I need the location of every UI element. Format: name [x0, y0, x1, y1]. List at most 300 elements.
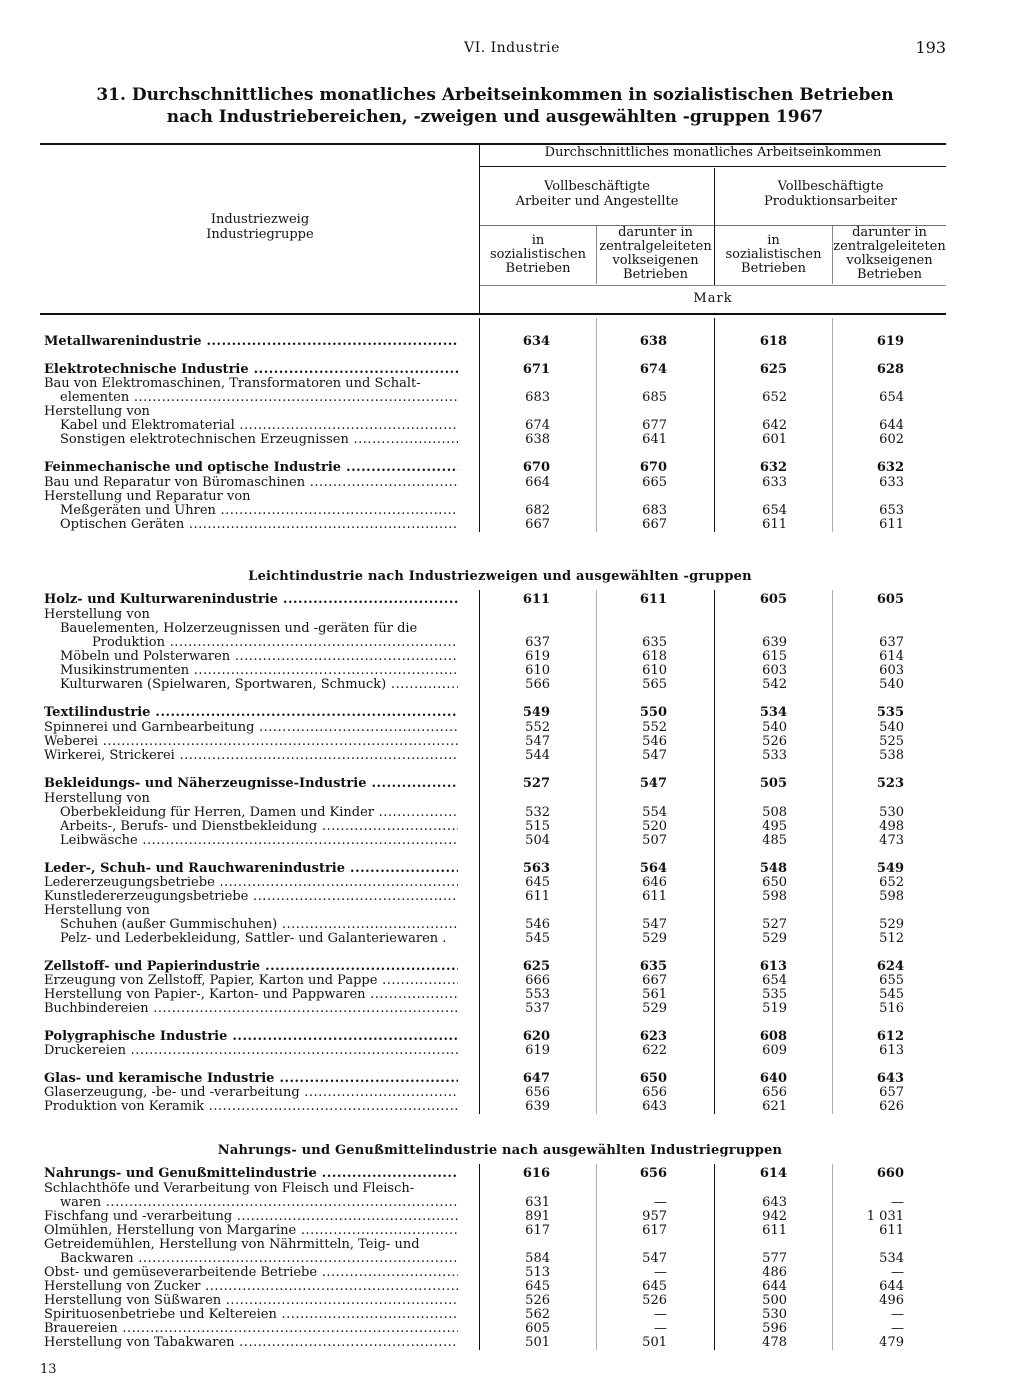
cell-value-col3: 527 [762, 917, 787, 932]
cell-value-col3: 654 [762, 973, 787, 988]
cell-value-col2: 561 [642, 987, 667, 1002]
cell-value-col1: 504 [525, 833, 550, 848]
stub-head-2: Industriegruppe [206, 227, 314, 242]
cell-value-col1: 683 [525, 390, 550, 405]
cell-value-col4: — [891, 1321, 904, 1336]
cell-value-col1: 682 [525, 503, 550, 518]
cell-value-col1: 610 [525, 663, 550, 678]
cell-value-col1: 563 [522, 861, 550, 876]
cell-value-col2: 546 [642, 734, 667, 749]
row-label: Spinnerei und Garnbearbeitung ..... [44, 721, 458, 735]
cell-value-col1: 605 [525, 1321, 550, 1336]
table-row [0, 1030, 1024, 1044]
header-rule-above-unit [480, 285, 946, 286]
cell-value-col4: 538 [879, 748, 904, 763]
row-label: Fischfang und -verarbeitung ..... [44, 1210, 458, 1224]
cell-value-col2: 646 [642, 875, 667, 890]
cell-value-col2: 550 [639, 705, 667, 720]
cell-value-col1: 515 [525, 819, 550, 834]
table-row [0, 960, 1024, 974]
cell-value-col2: 617 [642, 1223, 667, 1238]
table-row [0, 1238, 1024, 1252]
cell-value-col1: 513 [525, 1265, 550, 1280]
table-row [0, 518, 1024, 532]
cell-value-col4: 479 [879, 1335, 904, 1350]
cell-value-col3: 601 [762, 432, 787, 447]
table-row [0, 904, 1024, 918]
cell-value-col3: 614 [759, 1166, 787, 1181]
table-row [0, 749, 1024, 763]
cell-value-col3: 529 [762, 931, 787, 946]
row-label: Spirituosenbetriebe und Keltereien ..... [44, 1308, 458, 1322]
row-label: Feinmechanische und optische Industrie ..... [44, 461, 458, 475]
cell-value-col2: 610 [642, 663, 667, 678]
cell-value-col1: 584 [525, 1251, 550, 1266]
header-bottom-rule [40, 313, 946, 315]
cell-value-col1: 670 [522, 460, 550, 475]
row-label: waren ..... [60, 1196, 458, 1210]
cell-value-col3: 644 [762, 1279, 787, 1294]
cell-value-col3: 654 [762, 503, 787, 518]
header-vline-stub [479, 143, 480, 313]
cell-value-col3: 643 [762, 1195, 787, 1210]
cell-value-col4: 611 [879, 517, 904, 532]
section-heading-light: Leichtindustrie nach Industriezweigen und ausgewählten -gruppen [248, 569, 752, 584]
cell-value-col2: 638 [639, 334, 667, 349]
table-row [0, 593, 1024, 607]
table-row [0, 1336, 1024, 1350]
cell-value-col4: 654 [879, 390, 904, 405]
row-label: elementen ..... [60, 391, 458, 405]
cell-value-col2: 677 [642, 418, 667, 433]
table-row [0, 706, 1024, 720]
row-label: Weberei ..... [44, 735, 458, 749]
cell-value-col4: — [891, 1307, 904, 1322]
cell-value-col4: 614 [879, 649, 904, 664]
row-label: Produktion von Keramik ..... [44, 1100, 458, 1114]
table-row [0, 862, 1024, 876]
cell-value-col2: — [654, 1321, 667, 1336]
cell-value-col4: 545 [879, 987, 904, 1002]
cell-value-col2: 685 [642, 390, 667, 405]
table-row [0, 363, 1024, 377]
cell-value-col2: 565 [642, 677, 667, 692]
cell-value-col3: 611 [762, 1223, 787, 1238]
cell-value-col1: 667 [525, 517, 550, 532]
cell-value-col4: 512 [879, 931, 904, 946]
cell-value-col4: 540 [879, 677, 904, 692]
table-row [0, 792, 1024, 806]
cell-value-col1: 619 [525, 649, 550, 664]
cell-value-col4: 628 [876, 362, 904, 377]
table-title-line1: 31. Durchschnittliches monatliches Arbeitseinkommen in sozialistischen Betrieben [96, 85, 894, 105]
cell-value-col4: 644 [879, 1279, 904, 1294]
cell-value-col4: 535 [876, 705, 904, 720]
cell-value-col4: 496 [879, 1293, 904, 1308]
row-label: Erzeugung von Zellstoff, Papier, Karton und Pappe ..... [44, 974, 458, 988]
table-row [0, 735, 1024, 749]
table-row [0, 806, 1024, 820]
table-row [0, 1266, 1024, 1280]
cell-value-col2: 641 [642, 432, 667, 447]
stub-head-1: Industriezweig [210, 212, 310, 227]
unit-label: Mark [693, 291, 733, 306]
table-row [0, 1167, 1024, 1181]
cell-value-col3: 603 [762, 663, 787, 678]
cell-value-col1: 645 [525, 875, 550, 890]
cell-value-col1: 647 [522, 1071, 550, 1086]
cell-value-col1: 549 [522, 705, 550, 720]
table-row [0, 678, 1024, 692]
row-label: Buchbindereien ..... [44, 1002, 458, 1016]
cell-value-col3: 495 [762, 819, 787, 834]
cell-value-col3: 530 [762, 1307, 787, 1322]
cell-value-col2: 643 [642, 1099, 667, 1114]
table-row [0, 834, 1024, 848]
cell-value-col1: 547 [525, 734, 550, 749]
table-row [0, 1322, 1024, 1336]
cell-value-col4: 632 [876, 460, 904, 475]
group2-head-2: Produktionsarbeiter [764, 194, 897, 209]
cell-value-col3: 639 [762, 635, 787, 650]
cell-value-col2: 683 [642, 503, 667, 518]
row-label: Bauelementen, Holzerzeugnissen und -geräten für die [60, 622, 418, 636]
cell-value-col1: 562 [525, 1307, 550, 1322]
cell-value-col2: — [654, 1195, 667, 1210]
cell-value-col4: 534 [879, 1251, 904, 1266]
row-label: Herstellung von Tabakwaren ..... [44, 1336, 458, 1350]
cell-value-col4: 657 [879, 1085, 904, 1100]
cell-value-col4: 655 [879, 973, 904, 988]
cell-value-col4: 525 [879, 734, 904, 749]
cell-value-col1: 552 [525, 720, 550, 735]
cell-value-col3: 485 [762, 833, 787, 848]
cell-value-col4: 602 [879, 432, 904, 447]
cell-value-col3: 652 [762, 390, 787, 405]
cell-value-col2: 547 [642, 917, 667, 932]
table-row [0, 721, 1024, 735]
cell-value-col4: 633 [879, 475, 904, 490]
cell-value-col3: 609 [762, 1043, 787, 1058]
cell-value-col4: 1 031 [866, 1209, 904, 1224]
row-label: Meßgeräten und Uhren ..... [60, 504, 458, 518]
cell-value-col1: 625 [522, 959, 550, 974]
cell-value-col3: 621 [762, 1099, 787, 1114]
cell-value-col2: 650 [639, 1071, 667, 1086]
cell-value-col2: 501 [642, 1335, 667, 1350]
cell-value-col3: 625 [759, 362, 787, 377]
section-heading-food: Nahrungs- und Genußmittelindustrie nach ausgewählten Industriegruppen [217, 1143, 783, 1158]
cell-value-col1: 639 [525, 1099, 550, 1114]
table-row [0, 461, 1024, 475]
row-label: Zellstoff- und Papierindustrie ..... [44, 960, 458, 974]
cell-value-col2: 564 [639, 861, 667, 876]
cell-value-col3: 478 [762, 1335, 787, 1350]
cell-value-col3: 656 [762, 1085, 787, 1100]
cell-value-col4: 549 [876, 861, 904, 876]
cell-value-col2: 526 [642, 1293, 667, 1308]
row-label: Optischen Geräten ..... [60, 518, 458, 532]
cell-value-col4: 540 [879, 720, 904, 735]
cell-value-col2: 957 [642, 1209, 667, 1224]
cell-value-col2: 507 [642, 833, 667, 848]
cell-value-col2: 554 [642, 805, 667, 820]
cell-value-col1: 637 [525, 635, 550, 650]
table-row [0, 890, 1024, 904]
table-row [0, 433, 1024, 447]
table-row [0, 1044, 1024, 1058]
row-label: Leder-, Schuh- und Rauchwarenindustrie ..... [44, 862, 458, 876]
row-label: Textilindustrie ..... [44, 706, 458, 720]
row-label: Arbeits-, Berufs- und Dienstbekleidung ..... [60, 820, 458, 834]
row-label: Produktion ..... [92, 636, 458, 650]
table-row [0, 391, 1024, 405]
row-label: Leibwäsche ..... [60, 834, 458, 848]
table-row [0, 419, 1024, 433]
table-row [0, 876, 1024, 890]
cell-value-col4: 619 [876, 334, 904, 349]
table-row [0, 636, 1024, 650]
table-row [0, 1210, 1024, 1224]
table-row [0, 1196, 1024, 1210]
cell-value-col1: 544 [525, 748, 550, 763]
row-label: Herstellung von [44, 405, 150, 419]
cell-value-col2: 547 [642, 1251, 667, 1266]
cell-value-col1: 617 [525, 1223, 550, 1238]
cell-value-col4: 598 [879, 889, 904, 904]
cell-value-col2: 529 [642, 931, 667, 946]
cell-value-col3: 526 [762, 734, 787, 749]
row-label: Sonstigen elektrotechnischen Erzeugnissen ..... [60, 433, 458, 447]
cell-value-col2: 656 [642, 1085, 667, 1100]
row-label: Herstellung und Reparatur von [44, 490, 251, 504]
cell-value-col2: 665 [642, 475, 667, 490]
cell-value-col4: 611 [879, 1223, 904, 1238]
cell-value-col3: 500 [762, 1293, 787, 1308]
cell-value-col2: — [654, 1307, 667, 1322]
row-label: Getreidemühlen, Herstellung von Nährmitteln, Teig- und [44, 1238, 420, 1252]
cell-value-col1: 638 [525, 432, 550, 447]
cell-value-col4: 624 [876, 959, 904, 974]
cell-value-col3: 548 [759, 861, 787, 876]
page-number: 193 [915, 38, 946, 57]
table-row [0, 1294, 1024, 1308]
cell-value-col2: 667 [642, 973, 667, 988]
cell-value-col4: 473 [879, 833, 904, 848]
table-row [0, 1072, 1024, 1086]
row-label: Oberbekleidung für Herren, Damen und Kinder ..... [60, 806, 458, 820]
table-row [0, 405, 1024, 419]
row-label: Ölmühlen, Herstellung von Margarine ..... [44, 1224, 458, 1238]
row-label: Druckereien ..... [44, 1044, 458, 1058]
table-row [0, 490, 1024, 504]
cell-value-col2: 674 [639, 362, 667, 377]
table-row [0, 335, 1024, 349]
row-label: Herstellung von [44, 608, 150, 622]
cell-value-col4: — [891, 1265, 904, 1280]
cell-value-col3: 650 [762, 875, 787, 890]
cell-value-col1: 619 [525, 1043, 550, 1058]
cell-value-col3: 598 [762, 889, 787, 904]
cell-value-col3: 615 [762, 649, 787, 664]
cell-value-col2: 656 [639, 1166, 667, 1181]
row-label: Kabel und Elektromaterial ..... [60, 419, 458, 433]
table-row [0, 1182, 1024, 1196]
row-label: Herstellung von Zucker ..... [44, 1280, 458, 1294]
row-label: Bau von Elektromaschinen, Transformatoren und Schalt- [44, 377, 421, 391]
cell-value-col4: 652 [879, 875, 904, 890]
cell-value-col3: 505 [759, 776, 787, 791]
cell-value-col3: 633 [762, 475, 787, 490]
cell-value-col4: 644 [879, 418, 904, 433]
cell-value-col2: 547 [639, 776, 667, 791]
table-row [0, 1002, 1024, 1016]
cell-value-col4: 612 [876, 1029, 904, 1044]
cell-value-col1: 664 [525, 475, 550, 490]
row-label: Pelz- und Lederbekleidung, Sattler- und Galanteriewaren . [60, 932, 447, 946]
cell-value-col1: 566 [525, 677, 550, 692]
cell-value-col3: 486 [762, 1265, 787, 1280]
cell-value-col2: 645 [642, 1279, 667, 1294]
cell-value-col3: 519 [762, 1001, 787, 1016]
row-label: Brauereien ..... [44, 1322, 458, 1336]
cell-value-col3: 533 [762, 748, 787, 763]
cell-value-col3: 613 [759, 959, 787, 974]
row-label: Herstellung von [44, 904, 150, 918]
cell-value-col2: 623 [639, 1029, 667, 1044]
row-label: Herstellung von Süßwaren ..... [44, 1294, 458, 1308]
cell-value-col1: 532 [525, 805, 550, 820]
table-row [0, 504, 1024, 518]
cell-value-col2: 635 [639, 959, 667, 974]
row-label: Herstellung von [44, 792, 150, 806]
cell-value-col3: 632 [759, 460, 787, 475]
cell-value-col3: 596 [762, 1321, 787, 1336]
cell-value-col4: 643 [876, 1071, 904, 1086]
cell-value-col4: 653 [879, 503, 904, 518]
table-row [0, 1100, 1024, 1114]
cell-value-col3: 508 [762, 805, 787, 820]
cell-value-col2: 611 [642, 889, 667, 904]
cell-value-col1: 620 [522, 1029, 550, 1044]
table-row [0, 1086, 1024, 1100]
cell-value-col3: 640 [759, 1071, 787, 1086]
row-label: Elektrotechnische Industrie ..... [44, 363, 458, 377]
cell-value-col1: 527 [522, 776, 550, 791]
row-label: Nahrungs- und Genußmittelindustrie ..... [44, 1167, 458, 1181]
row-label: Bekleidungs- und Näherzeugnisse-Industrie ..... [44, 777, 458, 791]
row-label: Herstellung von Papier-, Karton- und Pappwaren ..... [44, 988, 458, 1002]
table-title-line2: nach Industriebereichen, -zweigen und ausgewählten -gruppen 1967 [166, 107, 824, 127]
row-label: Metallwarenindustrie ..... [44, 335, 458, 349]
cell-value-col1: 611 [525, 889, 550, 904]
table-row [0, 622, 1024, 636]
table-row [0, 918, 1024, 932]
row-label: Kunstledererzeugungsbetriebe ..... [44, 890, 458, 904]
cell-value-col3: 605 [759, 592, 787, 607]
row-label: Schuhen (außer Gummischuhen) ..... [60, 918, 458, 932]
cell-value-col1: 671 [522, 362, 550, 377]
table-row [0, 988, 1024, 1002]
row-label: Backwaren ..... [60, 1252, 458, 1266]
table-row [0, 1224, 1024, 1238]
cell-value-col1: 891 [525, 1209, 550, 1224]
cell-value-col4: 626 [879, 1099, 904, 1114]
group1-head-1: Vollbeschäftigte [544, 179, 650, 194]
cell-value-col1: 553 [525, 987, 550, 1002]
cell-value-col1: 616 [522, 1166, 550, 1181]
cell-value-col3: 540 [762, 720, 787, 735]
row-label: Musikinstrumenten ..... [60, 664, 458, 678]
cell-value-col2: 670 [639, 460, 667, 475]
footer-signature: 13 [40, 1362, 57, 1377]
cell-value-col2: 635 [642, 635, 667, 650]
cell-value-col4: 660 [876, 1166, 904, 1181]
table-row [0, 664, 1024, 678]
row-label: Holz- und Kulturwarenindustrie ..... [44, 593, 458, 607]
row-label: Wirkerei, Strickerei ..... [44, 749, 458, 763]
table-row [0, 1280, 1024, 1294]
group1-head-2: Arbeiter und Angestellte [515, 194, 679, 209]
cell-value-col2: 667 [642, 517, 667, 532]
cell-value-col3: 534 [759, 705, 787, 720]
table-row [0, 1252, 1024, 1266]
row-label: Möbeln und Polsterwaren ..... [60, 650, 458, 664]
section-header: VI. Industrie [464, 40, 560, 56]
table-row [0, 650, 1024, 664]
cell-value-col2: 552 [642, 720, 667, 735]
cell-value-col4: 530 [879, 805, 904, 820]
cell-value-col1: 526 [525, 1293, 550, 1308]
cell-value-col4: — [891, 1195, 904, 1210]
cell-value-col4: 523 [876, 776, 904, 791]
cell-value-col4: 498 [879, 819, 904, 834]
row-label: Ledererzeugungsbetriebe ..... [44, 876, 458, 890]
table-row [0, 377, 1024, 391]
cell-value-col2: 547 [642, 748, 667, 763]
cell-value-col1: 666 [525, 973, 550, 988]
group2-head-1: Vollbeschäftigte [777, 179, 884, 194]
top-header: Durchschnittliches monatliches Arbeitseinkommen [544, 145, 882, 160]
row-label: Glaserzeugung, -be- und -verarbeitung ..... [44, 1086, 458, 1100]
cell-value-col1: 611 [522, 592, 550, 607]
row-label: Kulturwaren (Spielwaren, Sportwaren, Schmuck) ..... [60, 678, 458, 692]
cell-value-col4: 516 [879, 1001, 904, 1016]
cell-value-col1: 634 [522, 334, 550, 349]
cell-value-col4: 603 [879, 663, 904, 678]
cell-value-col3: 611 [762, 517, 787, 532]
table-row [0, 820, 1024, 834]
table-row [0, 932, 1024, 946]
row-label: Schlachthöfe und Verarbeitung von Fleisch und Fleisch- [44, 1182, 415, 1196]
cell-value-col3: 535 [762, 987, 787, 1002]
cell-value-col3: 642 [762, 418, 787, 433]
cell-value-col2: 618 [642, 649, 667, 664]
table-row [0, 777, 1024, 791]
cell-value-col2: 622 [642, 1043, 667, 1058]
cell-value-col1: 501 [525, 1335, 550, 1350]
table-row [0, 974, 1024, 988]
cell-value-col3: 577 [762, 1251, 787, 1266]
cell-value-col2: — [654, 1265, 667, 1280]
cell-value-col3: 542 [762, 677, 787, 692]
table-row [0, 1308, 1024, 1322]
cell-value-col1: 674 [525, 418, 550, 433]
cell-value-col4: 529 [879, 917, 904, 932]
table-row [0, 476, 1024, 490]
cell-value-col2: 529 [642, 1001, 667, 1016]
row-label: Polygraphische Industrie ..... [44, 1030, 458, 1044]
